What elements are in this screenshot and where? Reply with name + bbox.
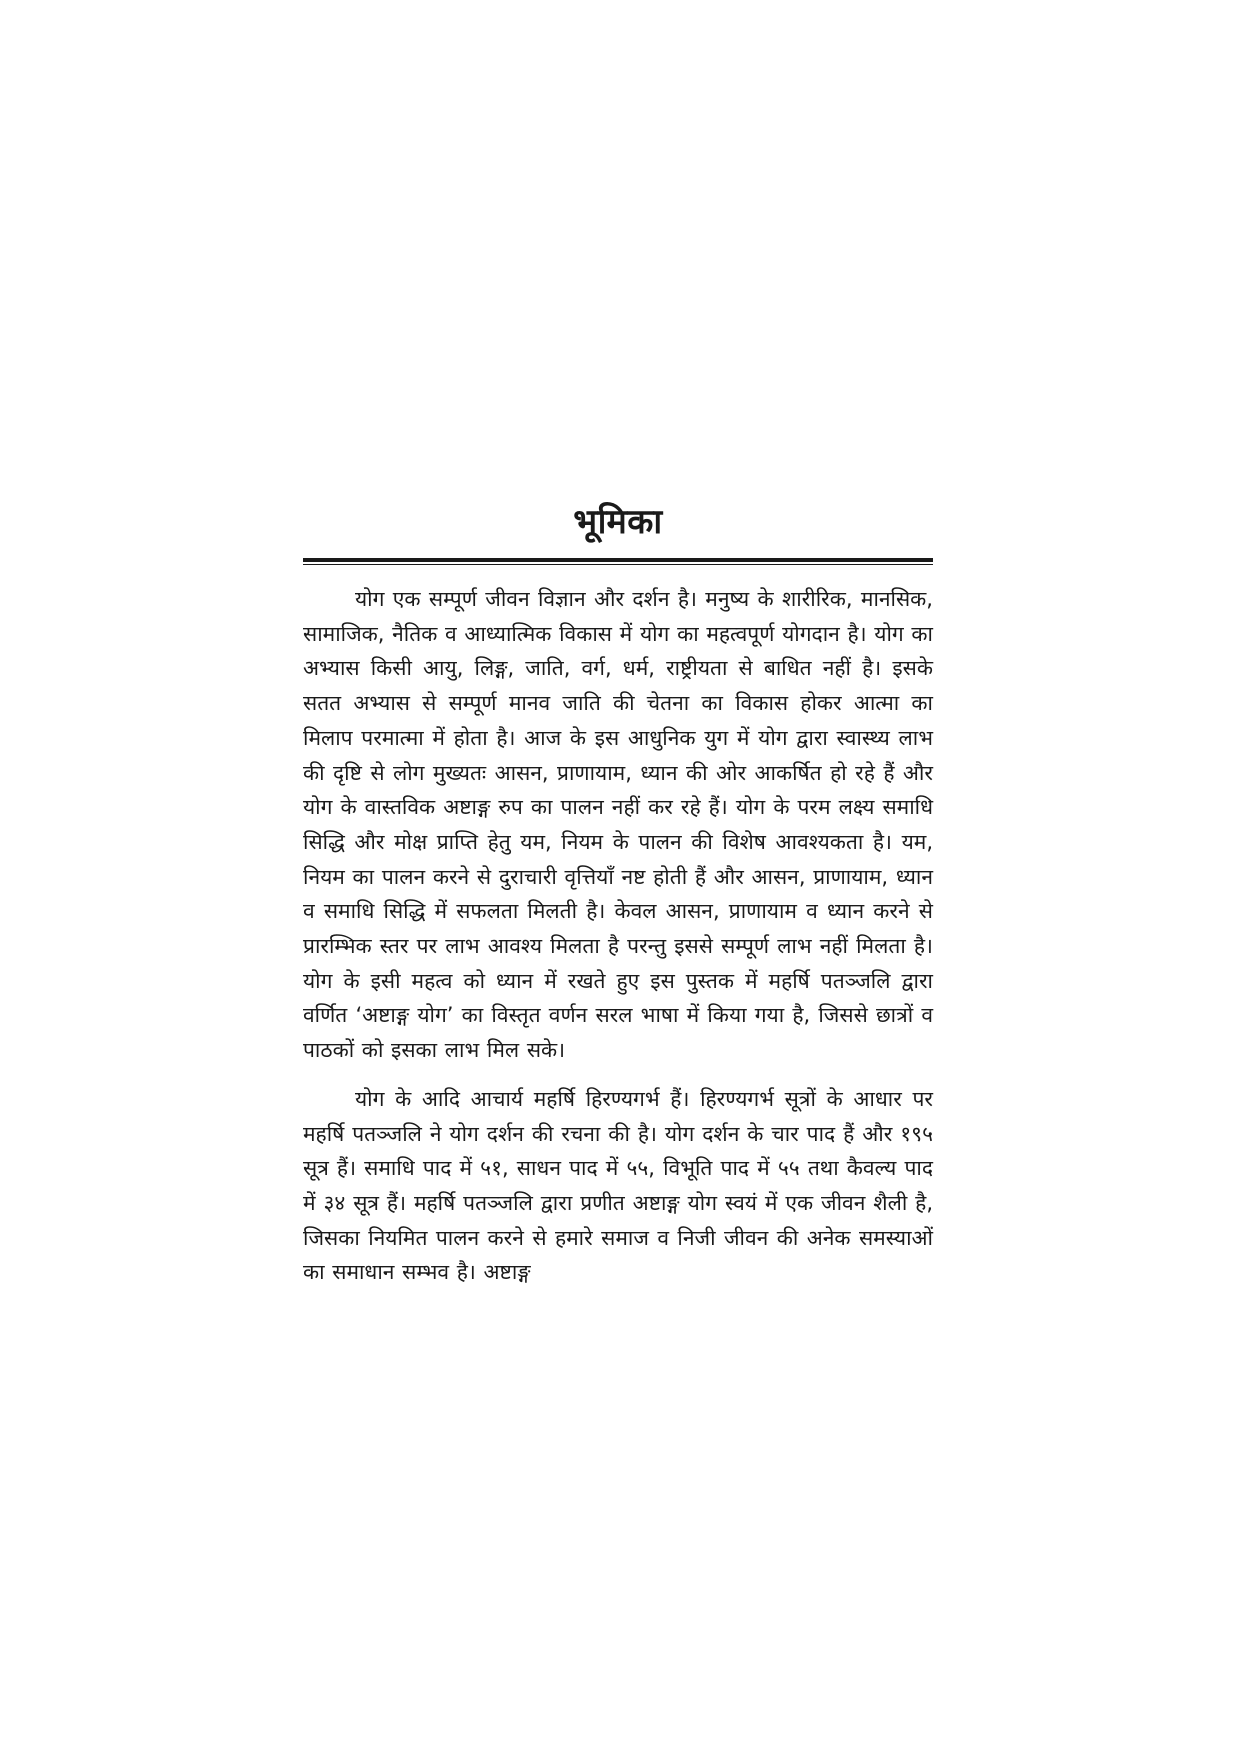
page-content: [303, 498, 933, 1304]
body-text: [303, 582, 933, 1290]
paragraph-2: योग के आदि आचार्य महर्षि हिरण्यगर्भ हैं। हिरण्यगर्भ सूत्रों के आधार पर महर्षि पतञ्जलि ने योग दर्शन की रचना की है। योग दर्शन के चार पाद हैं और १९५ सूत्र हैं। समाधि पाद में ५१, साधन पाद में ५५, विभूति पाद में ५५ तथा कैवल्य पाद में ३४ सूत्र हैं। महर्षि पतञ्जलि द्वारा प्रणीत अष्टाङ्ग योग स्वयं में एक जीवन शैली है, जिसका नियमित पालन करने से हमारे समाज व निजी जीवन की अनेक समस्याओं का समाधान सम्भव है। अष्टाङ्ग: [303, 1086, 933, 1285]
title-divider: [303, 558, 933, 565]
paragraph-1: योग एक सम्पूर्ण जीवन विज्ञान और दर्शन है। मनुष्य के शारीरिक, मानसिक, सामाजिक, नैतिक व आध्यात्मिक विकास में योग का महत्वपूर्ण योगदान है। योग का अभ्यास किसी आयु, लिङ्ग, जाति, वर्ग, धर्म, राष्ट्रीयता से बाधित नहीं है। इसके सतत अभ्यास से सम्पूर्ण मानव जाति की चेतना का विकास होकर आत्मा का मिलाप परमात्मा में होता है। आज के इस आधुनिक युग में योग द्वारा स्वास्थ्य लाभ की दृष्टि से लोग मुख्यतः आसन, प्राणायाम, ध्यान की ओर आकर्षित हो रहे हैं और योग के वास्तविक अष्टाङ्ग रुप का पालन नहीं कर रहे हैं। योग के परम लक्ष्य समाधि सिद्धि और मोक्ष प्राप्ति हेतु यम, नियम के पालन की विशेष आवश्यकता है। यम, नियम का पालन करने से दुराचारी वृत्तियाँ नष्ट होती हैं और आसन, प्राणायाम, ध्यान व समाधि सिद्धि में सफलता मिलती है। केवल आसन, प्राणायाम व ध्यान करने से प्रारम्भिक स्तर पर लाभ आवश्य मिलता है परन्तु इससे सम्पूर्ण लाभ नहीं मिलता है। योग के इसी महत्व को ध्यान में रखते हुए इस पुस्तक में महर्षि पतञ्जलि द्वारा वर्णित ‘अष्टाङ्ग योग’ का विस्तृत वर्णन सरल भाषा में किया गया है, जिससे छात्रों व पाठकों को इसका लाभ मिल सके।: [303, 587, 933, 1063]
page-title: भूमिका: [573, 502, 663, 542]
